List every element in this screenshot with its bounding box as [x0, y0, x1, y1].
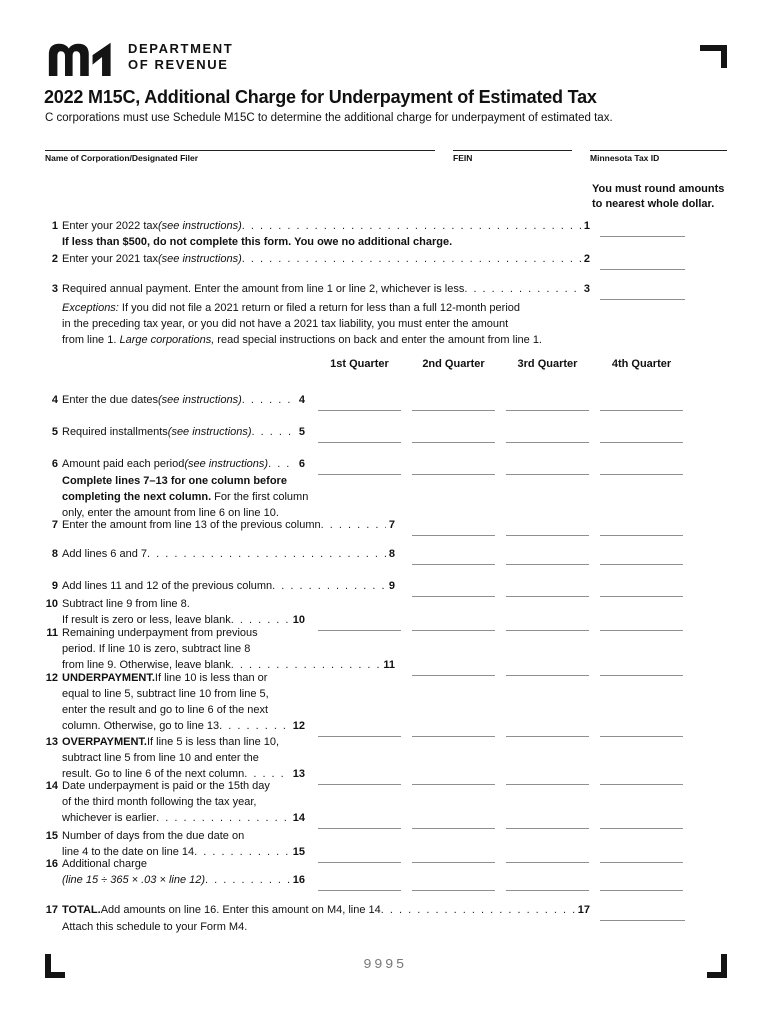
- line8-q3-input[interactable]: [506, 551, 589, 565]
- line7-label: Enter the amount from line 13 of the previous column: [62, 519, 321, 531]
- mtid-field-label: Minnesota Tax ID: [590, 153, 660, 163]
- line10-label-1: Subtract line 9 from line 8.: [62, 598, 190, 610]
- line10-label-2: If result is zero or less, leave blank: [62, 614, 231, 626]
- minnesota-tax-id-field[interactable]: [590, 150, 727, 163]
- line7-q2-input[interactable]: [412, 522, 495, 536]
- dot-leader: [381, 902, 575, 918]
- form-line-14: 14 Date underpayment is paid or the 15th day of the third month following the tax year, whichever is earlier . . . 14: [41, 778, 685, 826]
- line14-q2-input[interactable]: [412, 815, 495, 829]
- line3-amount-input[interactable]: [600, 286, 685, 300]
- form-line-10: 10 Subtract line 9 from line 8. If result is zero or less, leave blank . . . 10: [41, 596, 685, 628]
- dot-leader: [147, 546, 386, 562]
- dot-leader: [272, 578, 386, 594]
- form-line-11: 11 Remaining underpayment from previous period. If line 10 is zero, subtract line 8 from line 9. Otherwise, leave blank . . . 11: [41, 625, 685, 673]
- line4-q2-input[interactable]: [412, 397, 495, 411]
- header-q2: 2nd Quarter: [422, 358, 485, 370]
- fein-field-label: FEIN: [453, 153, 473, 163]
- mn-revenue-logo-icon: [45, 38, 123, 76]
- department-of-revenue-wordmark: [128, 41, 233, 73]
- line6-q2-input[interactable]: [412, 461, 495, 475]
- dot-leader: [156, 810, 290, 826]
- name-field-label: Name of Corporation/Designated Filer: [45, 153, 199, 163]
- dot-leader: [242, 218, 581, 234]
- line9-q4-input[interactable]: [600, 583, 683, 597]
- dot-leader: [268, 456, 296, 472]
- dot-leader: [464, 281, 581, 297]
- line17-total-input[interactable]: [600, 907, 685, 921]
- round-amounts-note: You must round amounts to nearest whole dollar.: [592, 183, 725, 210]
- form-line-3: 3 Required annual payment. Enter the amount from line 1 or line 2, whichever is less . . . 3: [41, 281, 685, 297]
- header-q1: 1st Quarter: [330, 358, 389, 370]
- line16-q1-input[interactable]: [318, 877, 401, 891]
- line16-q3-input[interactable]: [506, 877, 589, 891]
- line14-q3-input[interactable]: [506, 815, 589, 829]
- line5-q4-input[interactable]: [600, 429, 683, 443]
- dot-leader: [321, 517, 386, 533]
- line5-q1-input[interactable]: [318, 429, 401, 443]
- form-line-1: 1 Enter your 2022 tax (see instructions) . . . 1: [41, 218, 685, 234]
- name-of-corporation-field[interactable]: [45, 150, 435, 163]
- line7-q3-input[interactable]: [506, 522, 589, 536]
- form-line-16: 16 Additional charge (line 15 ÷ 365 × .03 × line 12) . . . 16: [41, 856, 685, 888]
- line7-q4-input[interactable]: [600, 522, 683, 536]
- line1-amount-input[interactable]: [600, 223, 685, 237]
- line5-q3-input[interactable]: [506, 429, 589, 443]
- line5-label: Required installments: [62, 426, 168, 438]
- line9-q3-input[interactable]: [506, 583, 589, 597]
- line4-q1-input[interactable]: [318, 397, 401, 411]
- line4-q4-input[interactable]: [600, 397, 683, 411]
- dot-leader: [205, 872, 290, 888]
- line8-q4-input[interactable]: [600, 551, 683, 565]
- form-barcode-number: 9995: [363, 957, 407, 973]
- line8-label: Add lines 6 and 7: [62, 548, 148, 560]
- line3-label: Required annual payment. Enter the amount from line 1 or line 2, whichever is less: [62, 283, 465, 295]
- dept-line1: DEPARTMENT: [128, 41, 234, 56]
- line6-note: Complete lines 7–13 for one column before completing the next column. For the first column only, enter the amount from line 6 on line 10.: [62, 475, 309, 519]
- line6-q1-input[interactable]: [318, 461, 401, 475]
- form-line-17: 17 TOTAL. Add amounts on line 16. Enter this amount on M4, line 14 . . . 17: [41, 902, 685, 918]
- line6-q3-input[interactable]: [506, 461, 589, 475]
- form-line-8: 8 Add lines 6 and 7 . . . 8: [41, 546, 685, 562]
- line9-label: Add lines 11 and 12 of the previous column: [62, 580, 273, 592]
- form-line-7: 7 Enter the amount from line 13 of the previous column . . . 7: [41, 517, 685, 533]
- quarter-column-headers: [318, 358, 683, 370]
- line5-q2-input[interactable]: [412, 429, 495, 443]
- line14-q4-input[interactable]: [600, 815, 683, 829]
- form-line-4: 4 Enter the due dates (see instructions) . . . 4: [41, 392, 685, 408]
- form-line-12: 12 UNDERPAYMENT. If line 10 is less than or equal to line 5, subtract line 10 from line 5, enter the result and go to line 6 of the next column. Otherwise, go to line 13 . . . 12: [41, 670, 685, 734]
- line6-q4-input[interactable]: [600, 461, 683, 475]
- line16-q2-input[interactable]: [412, 877, 495, 891]
- line14-q1-input[interactable]: [318, 815, 401, 829]
- line2-amount-input[interactable]: [600, 256, 685, 270]
- dot-leader: [242, 251, 581, 267]
- registration-mark-top-right: [700, 45, 727, 68]
- fein-field[interactable]: [453, 150, 572, 163]
- line3-exceptions: Exceptions: If you did not file a 2021 return or filed a return for less than a full 12-month period in the preceding tax year, or you did not have a 2021 tax liability, you must enter the amount from line 1. Large corporations, read special instructions on back and enter the amount from line 1.: [62, 302, 542, 346]
- form-subtitle: C corporations must use Schedule M15C to determine the additional charge for underpayment of estimated tax.: [45, 112, 613, 124]
- line4-q3-input[interactable]: [506, 397, 589, 411]
- line1-note: If less than $500, do not complete this form. You owe no additional charge.: [62, 236, 453, 248]
- line16-q4-input[interactable]: [600, 877, 683, 891]
- line1-number: 1: [51, 220, 58, 232]
- dot-leader: [252, 424, 296, 440]
- header-q4: 4th Quarter: [611, 358, 672, 370]
- form-line-9: 9 Add lines 11 and 12 of the previous column . . . 9: [41, 578, 685, 594]
- line3-number: 3: [51, 283, 58, 295]
- attach-note: Attach this schedule to your Form M4.: [62, 921, 248, 933]
- line17-label: Add amounts on line 16. Enter this amount on M4, line 14: [100, 904, 381, 916]
- form-line-2: 2 Enter your 2021 tax (see instructions) . . . 2: [41, 251, 685, 267]
- form-line-6: 6 Amount paid each period (see instructions) . . . 6: [41, 456, 685, 472]
- dot-leader: [242, 392, 296, 408]
- line6-label: Amount paid each period: [62, 458, 185, 470]
- line1-label: Enter your 2022 tax: [62, 220, 159, 232]
- line8-q2-input[interactable]: [412, 551, 495, 565]
- line9-q2-input[interactable]: [412, 583, 495, 597]
- form-line-5: 5 Required installments (see instructions) . . . 5: [41, 424, 685, 440]
- line2-number: 2: [51, 253, 58, 265]
- line2-label: Enter your 2021 tax: [62, 253, 159, 265]
- dot-leader: [219, 718, 290, 734]
- form-title: 2022 M15C, Additional Charge for Underpayment of Estimated Tax: [44, 87, 597, 107]
- dept-line2: OF REVENUE: [128, 57, 229, 72]
- form-line-15: 15 Number of days from the due date on line 4 to the date on line 14 . . . 15: [41, 828, 685, 860]
- header-q3: 3rd Quarter: [517, 358, 578, 370]
- line4-label: Enter the due dates: [62, 394, 159, 406]
- form-line-13: 13 OVERPAYMENT. If line 5 is less than line 10, subtract line 5 from line 10 and enter the result. Go to line 6 of the next column . . . 13: [41, 734, 685, 782]
